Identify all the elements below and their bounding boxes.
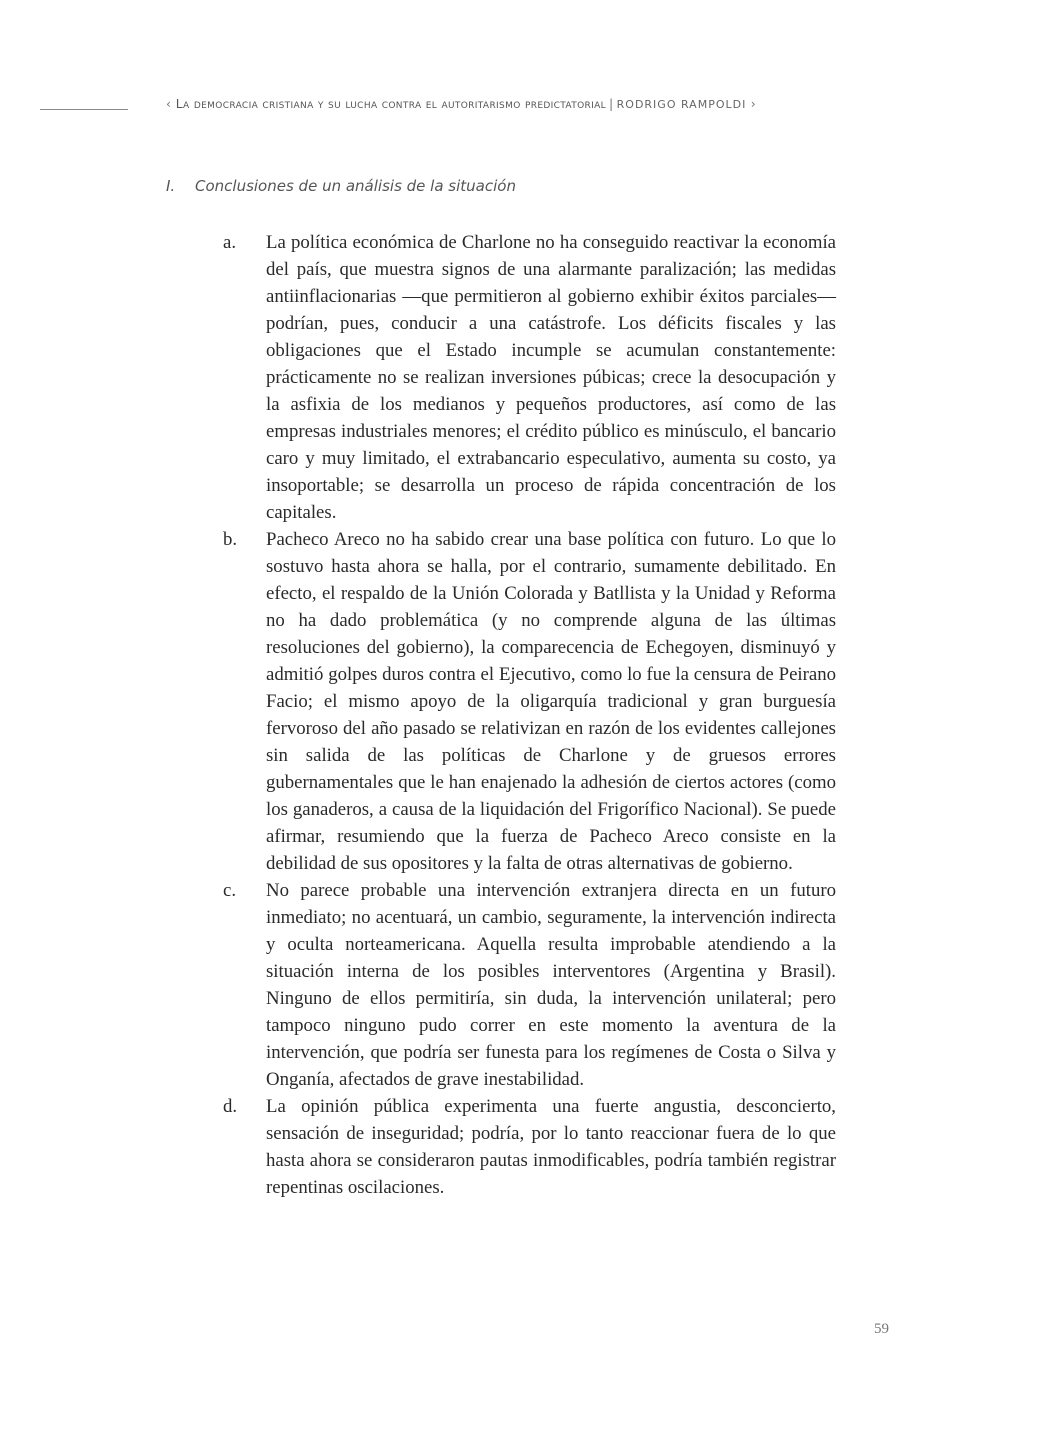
conclusions-list [223,229,836,1201]
section-number: I. [166,177,176,195]
running-head-author: RODRIGO RAMPOLDI [616,98,747,111]
running-head-title: La democracia cristiana y su lucha contra el autoritarismo predictatorial [175,96,607,111]
list-item [223,877,836,1093]
section-title: Conclusiones de un análisis de la situación [195,177,516,195]
list-item-text: La política económica de Charlone no ha conseguido reactivar la economía del país, que muestra signos de una alarmante paralización; las medidas antiinflacionarias —que permitieron al gobierno exhibir éxitos parciales— podrían, pues, conducir a una catástrofe. Los déficits fiscales y las obligaciones que el Estado incumple se acumulan constantemente: prácticamente no se realizan inversiones púbicas; crece la desocupación y la asfixia de los medianos y pequeños productores, así como de las empresas industriales menores; el crédito público es minúsculo, el bancario caro y muy limitado, el extrabancario especulativo, aumenta su costo, ya insoportable; se desarrolla un proceso de rápida concentración de los capitales. [266,232,836,523]
list-item [223,526,836,877]
list-item-text: No parece probable una intervención extranjera directa en un futuro inmediato; no acentuará, un cambio, seguramente, la intervención indirecta y oculta norteamericana. Aquella resulta improbable atendiendo a la situación interna de los posibles interventores (Argentina y Brasil). Ninguno de ellos permitiría, sin duda, la intervención unilateral; pero tampoco ninguno pudo correr en este momento la aventura de la intervención, que podría ser funesta para los regímenes de Costa o Silva y Onganía, afectados de grave inestabilidad. [266,880,836,1090]
list-item-marker: d. [223,1096,238,1117]
page-number: 59 [874,1321,889,1337]
right-chevron-icon: › [750,96,757,111]
list-item-text: Pacheco Areco no ha sabido crear una base política con futuro. Lo que lo sostuvo hasta ahora se halla, por el contrario, sumamente debilitado. En efecto, el respaldo de la Unión Colorada y Batllista y la Unidad y Reforma no ha dado problemática (y no comprende alguna de las últimas resoluciones del gobierno), la comparecencia de Echegoyen, disminuyó y admitió golpes duros contra el Ejecutivo, como lo fue la censura de Peirano Facio; el mismo apoyo de la oligarquía tradicional y gran burguesía fervoroso del año pasado se relativizan en razón de los evidentes callejones sin salida de las políticas de Charlone y de gruesos errores gubernamentales que le han enajenado la adhesión de ciertos actores (como los ganaderos, a causa de la liquidación del Frigorífico Nacional). Se puede afirmar, resumiendo que la fuerza de Pacheco Areco consiste en la debilidad de sus opositores y la falta de otras alternativas de gobierno. [266,529,836,874]
section-heading [166,177,516,195]
list-item [223,1093,836,1201]
left-chevron-icon: ‹ [166,96,172,111]
list-item-marker: b. [223,529,238,550]
list-item [223,229,836,526]
header-rule [40,109,128,110]
running-head-text [166,96,756,111]
list-item-marker: a. [223,232,237,253]
list-item-text: La opinión pública experimenta una fuerte angustia, desconcierto, sensación de inseguridad; podría, por lo tanto reaccionar fuera de lo que hasta ahora se consideraron pautas inmodificables, podría también registrar repentinas oscilaciones. [266,1096,836,1198]
running-head-separator: | [609,96,614,111]
list-item-marker: c. [223,880,237,901]
running-head [0,96,1048,118]
